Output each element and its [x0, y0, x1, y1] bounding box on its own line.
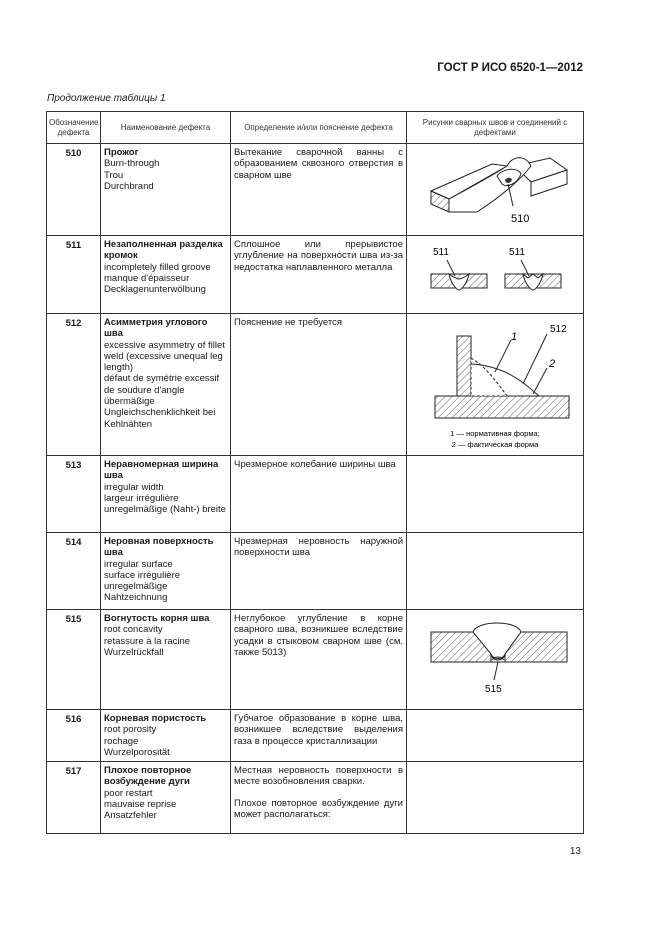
defect-code: 515 [47, 610, 101, 710]
name-en: excessive asymmetry of fillet weld (excessive unequal leg length) [104, 339, 225, 374]
defect-code: 516 [47, 710, 101, 762]
figure-label: 512 [550, 324, 567, 335]
table-row [47, 762, 584, 834]
figure-cell [407, 314, 584, 456]
name-ru: Неравномерная ширина шва [104, 459, 219, 482]
name-de: übermäßige Ungleichschenklichkeit bei Kehlnähten [104, 396, 216, 430]
name-ru: Прожог [104, 147, 139, 158]
name-fr: mauvaise reprise [104, 799, 177, 811]
defect-definition [231, 710, 407, 762]
defect-name [101, 710, 231, 762]
defect-code: 513 [47, 456, 101, 533]
name-ru: Плохое повторное возбуждение дуги [104, 765, 192, 788]
definition-text: Сплошное или прерывистое углубление на поверхности шва из-за недостатка наплавленного металла [234, 239, 403, 273]
defect-code: 512 [47, 314, 101, 456]
figure-cell [407, 762, 584, 834]
fillet-asymmetry-figure [407, 314, 583, 454]
defect-name [101, 762, 231, 834]
defect-name [101, 236, 231, 314]
name-fr: largeur irrégulière [104, 492, 179, 504]
name-fr: surface irrégulière [104, 569, 181, 581]
name-ru: Вогнутость корня шва [104, 613, 210, 624]
figure-note: 2 — фактическая форма [451, 440, 539, 449]
defect-definition [231, 236, 407, 314]
col-header-code: Обозначение дефекта [47, 112, 101, 144]
name-ru: Асимметрия углового шва [104, 317, 208, 340]
name-en: incompletely filled groove [104, 261, 211, 273]
name-en: root concavity [104, 624, 163, 636]
figure-cell [407, 610, 584, 710]
name-en: poor restart [104, 787, 153, 799]
defect-definition [231, 762, 407, 834]
table-row [47, 144, 584, 236]
table-row [47, 456, 584, 533]
defect-code: 517 [47, 762, 101, 834]
defect-definition [231, 144, 407, 236]
col-header-definition: Определение и/или пояснение дефекта [231, 112, 407, 144]
defect-code: 510 [47, 144, 101, 236]
defect-code: 511 [47, 236, 101, 314]
name-fr: retassure à la racine [104, 635, 191, 647]
name-en: Burn-through [104, 158, 160, 170]
root-concavity-figure [407, 610, 583, 708]
incompletely-filled-groove-figure [407, 236, 583, 312]
defect-name [101, 533, 231, 610]
name-ru: Корневая пористость [104, 713, 207, 724]
figure-label: 511 [433, 247, 449, 258]
defect-code: 514 [47, 533, 101, 610]
definition-text: Губчатое образование в корне шва, возникшее вследствие выделения газа в процессе кристаллизации [234, 713, 403, 747]
figure-cell [407, 236, 584, 314]
standard-header: ГОСТ Р ИСО 6520-1—2012 [437, 62, 583, 74]
defect-definition [231, 610, 407, 710]
name-fr: Trou [104, 169, 124, 181]
figure-cell [407, 456, 584, 533]
definition-text: Чрезмерная неровность наружной поверхности шва [234, 536, 403, 559]
figure-cell [407, 710, 584, 762]
figure-label: 511 [509, 247, 525, 258]
page-number: 13 [569, 846, 581, 857]
definition-text: Пояснение не требуется [234, 317, 342, 328]
name-fr: défaut de symétrie excessif de soudure d'angle [104, 373, 220, 396]
name-en: irregular surface [104, 558, 173, 570]
defect-definition [231, 533, 407, 610]
table-header-row [47, 112, 584, 144]
definition-text: Вытекание сварочной ванны с образованием сквозного отверстия в сварном шве [234, 147, 403, 181]
defect-name [101, 144, 231, 236]
name-en: root porosity [104, 724, 157, 736]
table-caption: Продолжение таблицы 1 [47, 93, 166, 104]
name-de: Wurzelrückfall [104, 646, 164, 658]
burn-through-figure [407, 144, 583, 234]
name-de: unregelmäßige (Naht-) breite [104, 504, 226, 516]
table-row [47, 314, 584, 456]
name-ru: Неровная поверхность шва [104, 536, 214, 559]
table-row [47, 710, 584, 762]
name-de: Decklagenunterwölbung [104, 284, 206, 296]
name-fr: manque d'épaisseur [104, 272, 190, 284]
definition-text: Чрезмерное колебание ширины шва [234, 459, 396, 470]
name-fr: rochage [104, 735, 139, 747]
defects-table [46, 111, 584, 834]
defect-name [101, 610, 231, 710]
definition-text: Неглубокое углубление в корне сварного шва, возникшее вследствие усадки в стыковом сварном шве (см. также 5013) [234, 613, 403, 658]
defect-name [101, 456, 231, 533]
defect-name [101, 314, 231, 456]
name-de: Ansatzfehler [104, 810, 157, 822]
name-de: Durchbrand [104, 180, 154, 192]
table-row [47, 533, 584, 610]
definition-text: Местная неровность поверхности в месте возобновления сварки. [234, 765, 403, 788]
figure-label: 1 [511, 331, 518, 343]
defect-definition [231, 314, 407, 456]
figure-note: 1 — нормативная форма; [450, 429, 540, 438]
figure-label: 510 [511, 213, 530, 225]
table-row [47, 236, 584, 314]
figure-cell [407, 144, 584, 236]
col-header-figure: Рисунки сварных швов и соединений с дефектами [407, 112, 584, 144]
name-ru: Незаполненная разделка кромок [104, 239, 223, 262]
name-de: unregelmäßige Nahtzeichnung [104, 581, 168, 604]
name-de: Wurzelporosität [104, 746, 170, 758]
figure-label: 2 [549, 358, 556, 370]
figure-cell [407, 533, 584, 610]
table-row [47, 610, 584, 710]
defect-definition [231, 456, 407, 533]
figure-label: 515 [485, 684, 502, 695]
name-en: irregular width [104, 481, 164, 493]
definition-text: Плохое повторное возбуждение дуги может располагаться: [234, 797, 403, 821]
col-header-name: Наименование дефекта [101, 112, 231, 144]
